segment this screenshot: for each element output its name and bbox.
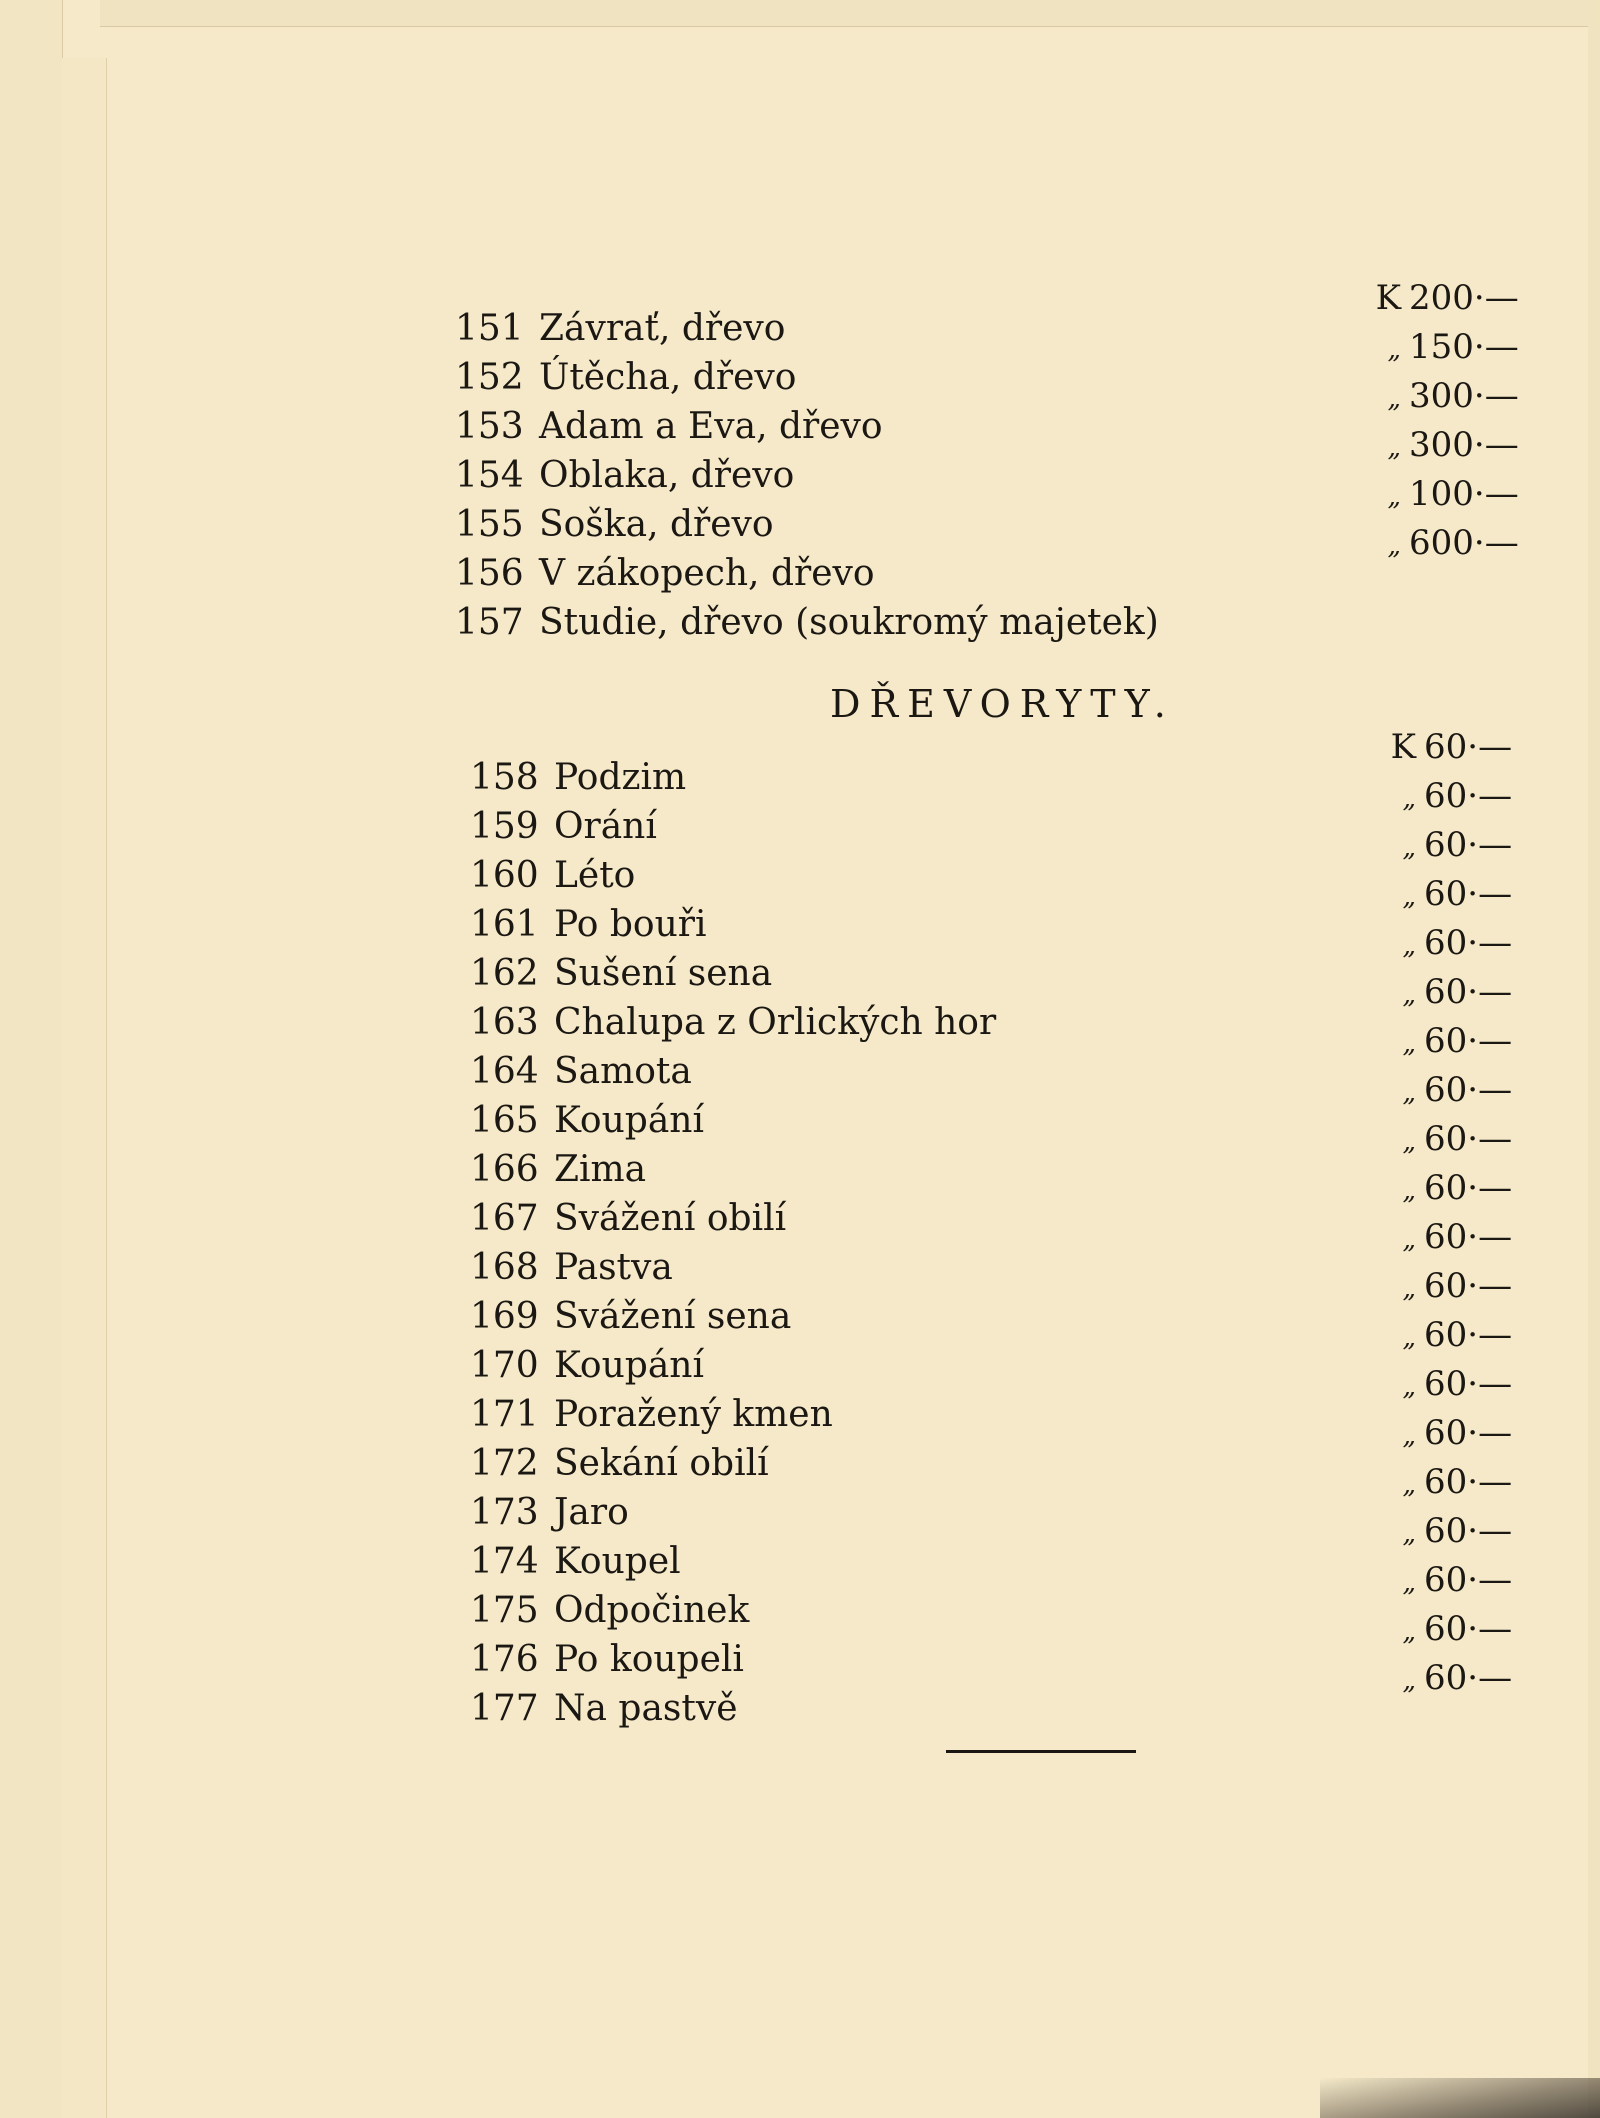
price-value: 200·— [1409,278,1519,318]
ditto-mark: „ [1402,1127,1416,1157]
price-value: 60·— [1424,1658,1513,1698]
item-price [1380,1364,1570,1404]
item-title: Studie, dřevo (soukromý majetek) [539,602,1159,643]
price-value: 60·— [1424,1609,1513,1649]
item-number: 168 [470,1247,539,1288]
item-number: 172 [470,1443,539,1484]
price-value: 600·— [1409,523,1519,563]
price-value: 300·— [1409,376,1519,416]
item-number: 174 [470,1541,539,1582]
item-number: 177 [470,1688,539,1729]
closing-rule [946,1750,1136,1753]
item-number: 151 [455,308,524,349]
item-price [1380,1658,1570,1698]
page-corner-shadow [1320,2078,1600,2118]
woodcuts-list [470,727,1570,1737]
ditto-mark: „ [1402,882,1416,912]
ditto-mark: „ [1402,1421,1416,1451]
ditto-mark: „ [1402,931,1416,961]
item-number: 164 [470,1051,539,1092]
item-title: Sekání obilí [554,1443,769,1484]
ditto-mark: „ [1402,1519,1416,1549]
item-price [1380,1609,1570,1649]
ditto-mark: „ [1402,1274,1416,1304]
item-title: Závrať, dřevo [539,308,786,349]
ditto-mark: „ [1402,1568,1416,1598]
item-price [1380,776,1570,816]
ditto-mark: „ [1402,1323,1416,1353]
ditto-mark: „ [1402,833,1416,863]
price-value: 60·— [1424,1021,1513,1061]
item-price [1380,1560,1570,1600]
item-number: 160 [470,855,539,896]
section-heading: DŘEVORYTY. [830,682,1175,726]
item-number: 159 [470,806,539,847]
price-value: 60·— [1424,1119,1513,1159]
price-value: 60·— [1424,1168,1513,1208]
item-number: 155 [455,504,524,545]
item-price [1380,1462,1570,1502]
item-title: Koupel [554,1541,681,1582]
item-number: 170 [470,1345,539,1386]
price-value: 60·— [1424,1217,1513,1257]
item-number: 157 [455,602,524,643]
item-number: 167 [470,1198,539,1239]
item-title: Podzim [554,757,687,798]
item-number: 161 [470,904,539,945]
item-title: Po bouři [554,904,707,945]
ditto-mark: „ [1402,1078,1416,1108]
item-number: 175 [470,1590,539,1631]
item-price [1365,376,1555,416]
item-title: Útěcha, dřevo [539,357,797,398]
item-price [1380,1119,1570,1159]
price-value: 150·— [1409,327,1519,367]
item-title: Chalupa z Orlických hor [554,1002,997,1043]
price-value: 60·— [1424,972,1513,1012]
ditto-mark: „ [1402,1666,1416,1696]
ditto-mark: „ [1402,1372,1416,1402]
price-value: 60·— [1424,1315,1513,1355]
price-value: 100·— [1409,474,1519,514]
item-price [1380,1266,1570,1306]
item-title: Poražený kmen [554,1394,833,1435]
price-mark: K [1375,278,1401,318]
item-title: Samota [554,1051,692,1092]
paintings-list [455,278,1555,651]
price-mark: K [1390,727,1416,767]
item-number: 153 [455,406,524,447]
price-value: 60·— [1424,1364,1513,1404]
item-price [1365,327,1555,367]
underlying-page-edge-inner [62,58,107,2118]
item-title: Orání [554,806,657,847]
item-price [1380,1511,1570,1551]
item-price [1380,727,1570,767]
item-title: Pastva [554,1247,673,1288]
price-value: 300·— [1409,425,1519,465]
item-number: 165 [470,1100,539,1141]
price-value: 60·— [1424,1462,1513,1502]
list-item [455,602,1555,651]
ditto-mark: „ [1387,384,1401,414]
item-price [1380,923,1570,963]
price-value: 60·— [1424,874,1513,914]
item-price [1380,972,1570,1012]
item-number: 176 [470,1639,539,1680]
underlying-page-edge-top [100,0,1600,27]
price-value: 60·— [1424,727,1513,767]
item-title: V zákopech, dřevo [539,553,875,594]
item-number: 162 [470,953,539,994]
item-price [1365,425,1555,465]
ditto-mark: „ [1402,784,1416,814]
item-title: Adam a Eva, dřevo [539,406,883,447]
item-number: 154 [455,455,524,496]
ditto-mark: „ [1387,531,1401,561]
price-value: 60·— [1424,1070,1513,1110]
item-title: Svážení obilí [554,1198,787,1239]
page-edge-right [1588,0,1600,2118]
price-value: 60·— [1424,776,1513,816]
item-number: 169 [470,1296,539,1337]
item-price [1380,1217,1570,1257]
item-number: 171 [470,1394,539,1435]
item-title: Odpočinek [554,1590,750,1631]
item-title: Koupání [554,1100,704,1141]
item-price [1365,278,1555,318]
item-price [1365,523,1555,563]
item-title: Léto [554,855,636,896]
item-title: Soška, dřevo [539,504,774,545]
ditto-mark: „ [1402,1176,1416,1206]
price-value: 60·— [1424,923,1513,963]
item-number: 163 [470,1002,539,1043]
ditto-mark: „ [1402,980,1416,1010]
item-price [1380,1070,1570,1110]
ditto-mark: „ [1402,1470,1416,1500]
price-value: 60·— [1424,825,1513,865]
item-price [1380,1021,1570,1061]
item-price [1380,1168,1570,1208]
item-title: Oblaka, dřevo [539,455,795,496]
item-title: Jaro [554,1492,629,1533]
item-price [1380,874,1570,914]
underlying-page-edge-left [0,0,63,2118]
ditto-mark: „ [1387,433,1401,463]
item-number: 173 [470,1492,539,1533]
item-number: 152 [455,357,524,398]
item-title: Zima [554,1149,647,1190]
item-number: 166 [470,1149,539,1190]
price-value: 60·— [1424,1560,1513,1600]
item-title: Po koupeli [554,1639,744,1680]
item-title: Sušení sena [554,953,773,994]
item-title: Na pastvě [554,1688,738,1729]
item-number: 156 [455,553,524,594]
ditto-mark: „ [1387,335,1401,365]
ditto-mark: „ [1402,1617,1416,1647]
item-price [1380,1315,1570,1355]
ditto-mark: „ [1387,482,1401,512]
ditto-mark: „ [1402,1029,1416,1059]
price-value: 60·— [1424,1413,1513,1453]
ditto-mark: „ [1402,1225,1416,1255]
item-price [1380,825,1570,865]
item-title: Svážení sena [554,1296,792,1337]
item-number: 158 [470,757,539,798]
item-price [1365,474,1555,514]
item-price [1380,1413,1570,1453]
item-title: Koupání [554,1345,704,1386]
price-value: 60·— [1424,1266,1513,1306]
price-value: 60·— [1424,1511,1513,1551]
